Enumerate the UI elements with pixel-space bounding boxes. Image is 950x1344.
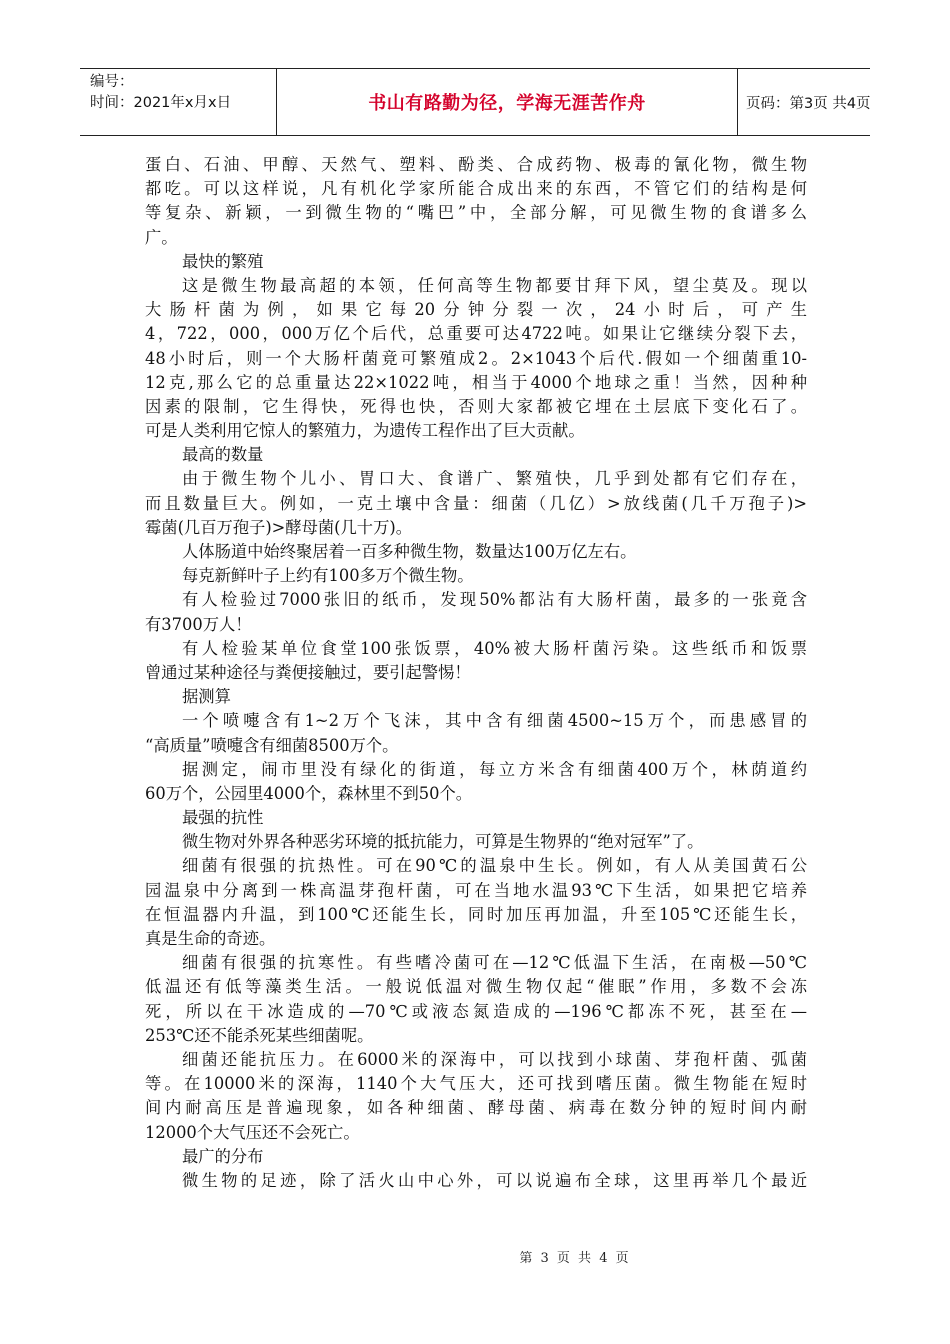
text-line: 霉菌(几百万孢子)>酵母菌(几十万)。: [145, 517, 412, 537]
section-heading: 最高的数量: [182, 445, 264, 465]
text-line: 有3700万人！: [145, 614, 252, 634]
text-line: 蛋白、石油、甲醇、天然气、塑料、酚类、合成药物、极毒的氰化物，微生物: [145, 155, 807, 174]
text-line: 一个喷嚏含有1~2万个飞沫，其中含有细菌4500~15万个，而患感冒的: [182, 711, 807, 731]
text-line: 大肠杆菌为例，如果它每20分钟分裂一次，24小时后，可产生: [145, 300, 807, 320]
section-heading: 最广的分布: [182, 1146, 264, 1166]
text-line: 48小时后，则一个大肠杆菌竟可繁殖成2。2×1043个后代.假如一个细菌重10-: [145, 348, 807, 368]
text-line: 60万个，公园里4000个，森林里不到50个。: [145, 783, 473, 803]
text-line: 这是微生物最高超的本领，任何高等生物都要甘拜下风，望尘莫及。现以: [182, 275, 807, 295]
text-line: 4，722，000，000万亿个后代，总重要可达4722吨。如果让它继续分裂下去，: [145, 324, 807, 344]
text-line: 园温泉中分离到一株高温芽孢杆菌，可在当地水温93℃下生活，如果把它培养: [145, 880, 807, 900]
text-line: “高质量”喷嚏含有细菌8500万个。: [145, 735, 399, 755]
text-line: 由于微生物个儿小、胃口大、食谱广、繁殖快，几乎到处都有它们存在，: [182, 469, 807, 489]
text-line: 真是生命的奇迹。: [145, 929, 276, 948]
text-line: 细菌有很强的抗寒性。有些嗜冷菌可在—12℃低温下生活，在南极—50℃: [182, 953, 807, 973]
text-line: 微生物的足迹，除了活火山中心外，可以说遍布全球，这里再举几个最近: [182, 1170, 807, 1190]
text-line: 每克新鲜叶子上约有100多万个微生物。: [182, 566, 474, 586]
text-line: 细菌还能抗压力。在6000米的深海中，可以找到小球菌、芽孢杆菌、弧菌: [182, 1049, 807, 1069]
text-line: 间内耐高压是普遍现象，如各种细菌、酵母菌、病毒在数分钟的短时间内耐: [145, 1098, 807, 1118]
text-line: 而且数量巨大。例如，一克土壤中含量：细菌（几亿）>放线菌(几千万孢子)>: [145, 493, 807, 513]
text-line: 253℃还不能杀死某些细菌呢。: [145, 1025, 374, 1045]
text-line: 死，所以在干冰造成的—70℃或液态氮造成的—196℃都冻不死，甚至在—: [145, 1001, 807, 1021]
section-heading: 据测算: [182, 687, 231, 707]
text-line: 人体肠道中始终聚居着一百多种微生物，数量达100万亿左右。: [182, 542, 637, 561]
header-motto: 书山有路勤为径，学海无涯苦作舟: [276, 69, 738, 135]
document-body: [145, 153, 807, 1193]
text-line: 广。: [145, 227, 178, 247]
text-line: 等复杂、新颖，一到微生物的“嘴巴”中，全部分解，可见微生物的食谱多么: [145, 203, 807, 223]
doc-number: 编号：: [90, 74, 134, 90]
text-line: 据测定，闹市里没有绿化的街道，每立方米含有细菌400万个，林荫道约: [182, 759, 807, 779]
header-page-info: 页码：第3页 共4页: [746, 95, 871, 112]
text-line: 低温还有低等藻类生活。一般说低温对微生物仅起“催眠”作用，多数不会冻: [145, 977, 807, 997]
doc-date: 时间：2021年x月x日: [90, 95, 232, 111]
text-line: 因素的限制，它生得快，死得也快，否则大家都被它埋在土层底下变化石了。: [145, 396, 807, 416]
section-heading: 最快的繁殖: [182, 251, 264, 271]
text-line: 12000个大气压还不会死亡。: [145, 1122, 360, 1142]
text-line: 可是人类利用它惊人的繁殖力，为遗传工程作出了巨大贡献。: [145, 421, 585, 441]
text-line: 在恒温器内升温，到100℃还能生长，同时加压再加温，升至105℃还能生长，: [145, 904, 807, 924]
page-header: [80, 68, 870, 136]
text-line: 曾通过某种途径与粪便接触过，要引起警惕！: [145, 662, 471, 682]
text-line: 微生物对外界各种恶劣环境的抵抗能力，可算是生物界的“绝对冠军”了。: [182, 832, 704, 852]
page-footer: [0, 1247, 950, 1266]
section-heading: 最强的抗性: [182, 808, 264, 828]
text-line: 都吃。可以这样说，凡有机化学家所能合成出来的东西，不管它们的结构是何: [145, 179, 807, 199]
header-meta: [80, 69, 276, 135]
footer-page-number: 第 3 页 共 4 页: [519, 1251, 631, 1266]
text-line: 有人检验某单位食堂100张饭票，40%被大肠杆菌污染。这些纸币和饭票: [182, 638, 807, 658]
text-line: 等。在10000米的深海，1140个大气压大，还可找到嗜压菌。微生物能在短时: [145, 1074, 807, 1094]
text-line: 12克,那么它的总重量达22×1022吨，相当于4000个地球之重！当然，因种种: [145, 372, 807, 392]
text-line: 有人检验过7000张旧的纸币，发现50%都沾有大肠杆菌，最多的一张竟含: [182, 590, 807, 610]
text-line: 细菌有很强的抗热性。可在90℃的温泉中生长。例如，有人从美国黄石公: [182, 856, 807, 876]
